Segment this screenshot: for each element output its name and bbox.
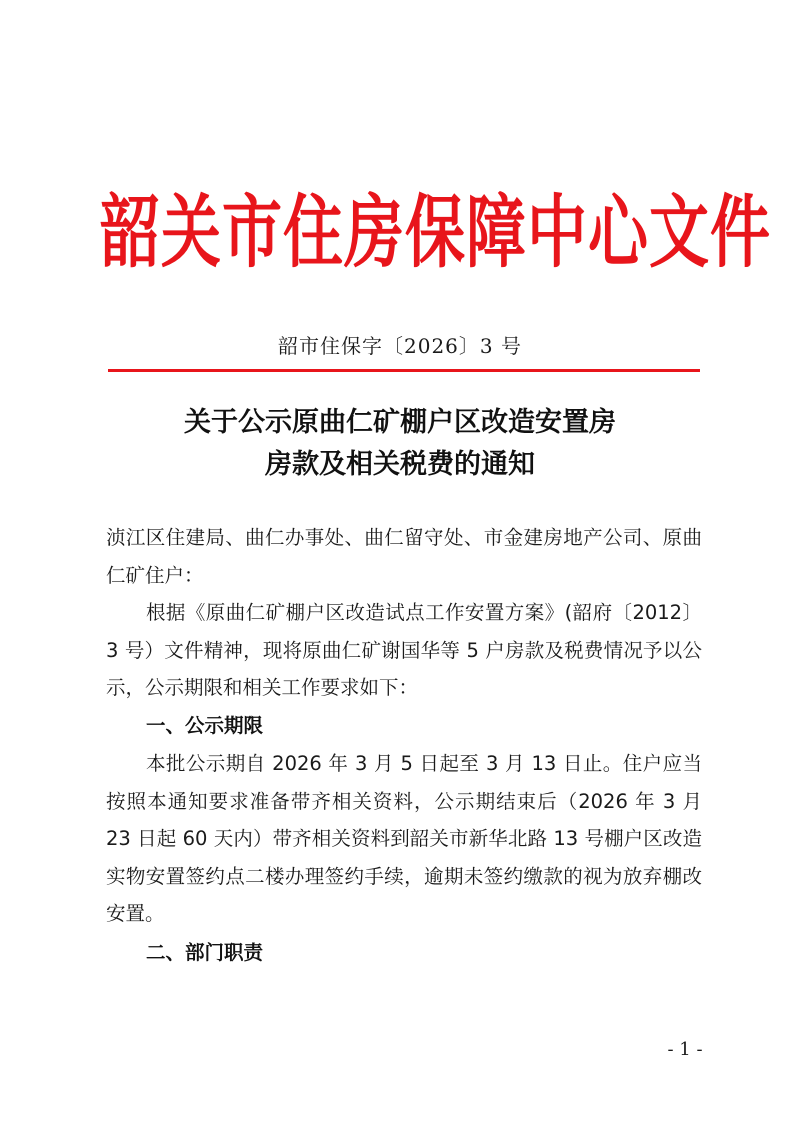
notice-title	[0, 402, 800, 486]
page-number: - 1 -	[667, 1039, 703, 1060]
section-heading-department-duties: 二、部门职责	[146, 941, 264, 964]
addressee: 浈江区住建局、曲仁办事处、曲仁留守处、市金建房地产公司、原曲仁矿住户：	[106, 526, 702, 587]
masthead-title: 韶关市住房保障中心文件	[100, 186, 771, 280]
document-number: 韶市住保字〔2026〕3 号	[278, 334, 522, 358]
section-heading-publicity-period: 一、公示期限	[146, 714, 264, 737]
paragraph-basis: 根据《原曲仁矿棚户区改造试点工作安置方案》(韶府〔2012〕3 号）文件精神，现将原曲仁矿谢国华等 5 户房款及税费情况予以公示，公示期限和相关工作要求如下：	[106, 601, 702, 699]
notice-title-line-2: 房款及相关税费的通知	[265, 449, 535, 480]
paragraph-publicity-period: 本批公示期自 2026 年 3 月 5 日起至 3 月 13 日止。住户应当按照本通知要求准备带齐相关资料，公示期结束后（2026 年 3 月 23 日起 60 天内）带齐相关资料到韶关市新华北路 13 号棚户区改造实物安置签约点二楼办理签约手续，逾期未签约缴款的视为放弃棚改安置。	[106, 752, 702, 925]
notice-title-line-1: 关于公示原曲仁矿棚户区改造安置房	[184, 407, 616, 438]
red-separator-line	[108, 369, 700, 372]
